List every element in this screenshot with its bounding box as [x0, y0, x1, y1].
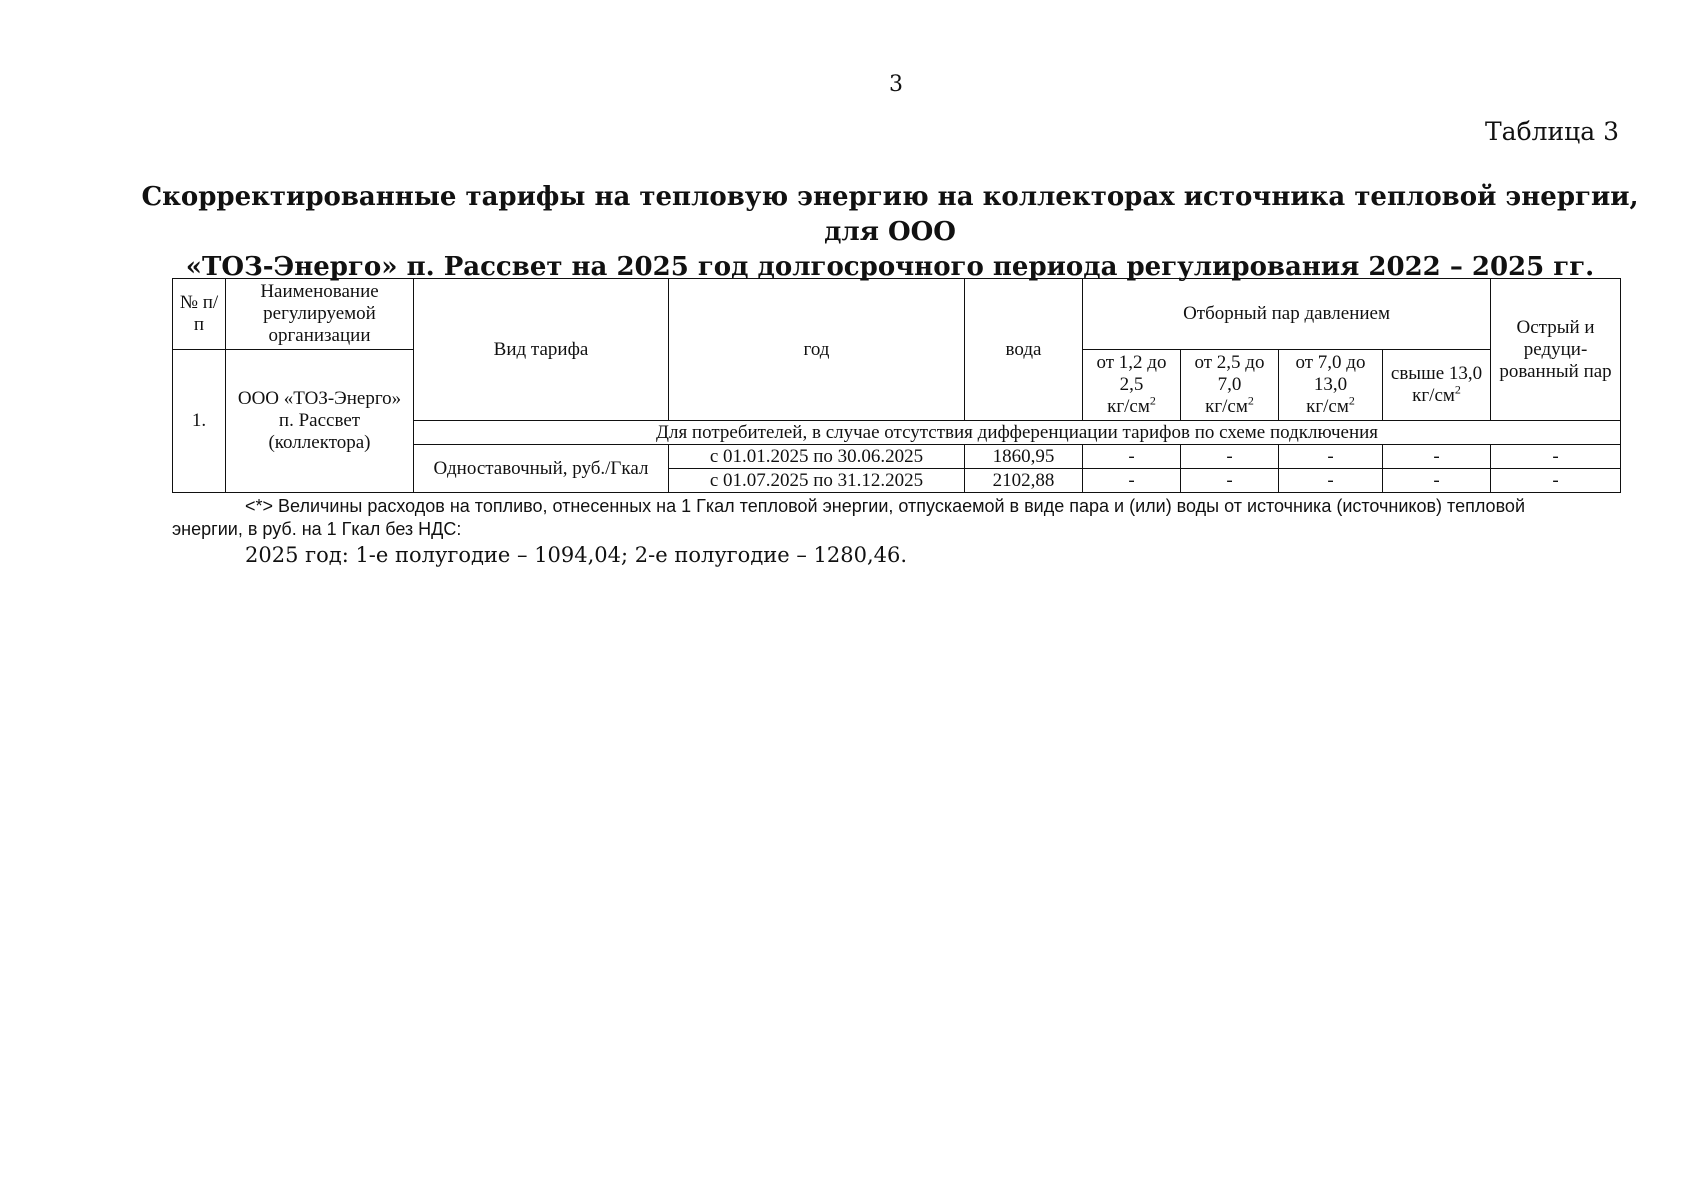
header-year: год	[669, 279, 965, 421]
header-org-name: Наименование регулируемой организации	[226, 279, 414, 350]
sharp-steam-cell: -	[1491, 469, 1621, 493]
header-steam-3	[1279, 350, 1383, 421]
unit-sup: 2	[1454, 382, 1461, 397]
period-cell: с 01.01.2025 по 30.06.2025	[669, 445, 965, 469]
header-steam-4	[1383, 350, 1491, 421]
steam-2-range: от 2,5 до 7,0	[1194, 352, 1265, 395]
tariff-table	[172, 278, 1621, 493]
table-caption: Таблица 3	[1484, 117, 1619, 146]
steam-2-cell: -	[1181, 445, 1279, 469]
steam-1-unit	[1086, 393, 1177, 418]
steam-4-unit	[1386, 382, 1487, 407]
header-water: вода	[965, 279, 1083, 421]
steam-3-range: от 7,0 до 13,0	[1295, 352, 1366, 395]
title-line-2: «ТОЗ-Энерго» п. Рассвет на 2025 год долгосрочного периода регулирования 2022 – 2025 гг.	[185, 252, 1595, 282]
footnote-line-1: <*> Величины расходов на топливо, отнесенных на 1 Гкал тепловой энергии, отпускаемой в виде пара и (или) воды от источника (источников) тепловой	[245, 496, 1525, 516]
footnote-line-2: энергии, в руб. на 1 Гкал без НДС:	[172, 519, 462, 539]
unit-text: кг/см	[1107, 396, 1150, 417]
steam-4-cell: -	[1383, 445, 1491, 469]
sharp-steam-cell: -	[1491, 445, 1621, 469]
unit-text: кг/см	[1412, 385, 1455, 406]
water-cell: 2102,88	[965, 469, 1083, 493]
header-steam-1	[1083, 350, 1181, 421]
steam-2-cell: -	[1181, 469, 1279, 493]
unit-text: кг/см	[1205, 396, 1248, 417]
unit-sup: 2	[1247, 393, 1254, 408]
header-sharp-steam: Острый и редуци-рованный пар	[1491, 279, 1621, 421]
row-number: 1.	[173, 350, 226, 493]
header-steam-2	[1181, 350, 1279, 421]
period-cell: с 01.07.2025 по 31.12.2025	[669, 469, 965, 493]
steam-1-cell: -	[1083, 469, 1181, 493]
steam-4-cell: -	[1383, 469, 1491, 493]
tariff-type-value: Одноставочный, руб./Гкал	[414, 445, 669, 493]
footnote	[172, 495, 1622, 541]
steam-3-unit	[1282, 393, 1379, 418]
steam-3-cell: -	[1279, 445, 1383, 469]
section-label: Для потребителей, в случае отсутствия дифференциации тарифов по схеме подключения	[414, 421, 1621, 445]
org-cell	[226, 350, 414, 493]
steam-2-unit	[1184, 393, 1275, 418]
steam-4-range: свыше 13,0	[1390, 363, 1483, 384]
unit-sup: 2	[1149, 393, 1156, 408]
header-tariff-type: Вид тарифа	[414, 279, 669, 421]
org-note: (коллектора)	[268, 432, 371, 453]
page-number: 3	[889, 72, 903, 97]
header-steam-group: Отборный пар давлением	[1083, 279, 1491, 350]
steam-1-range: от 1,2 до 2,5	[1096, 352, 1167, 395]
steam-3-cell: -	[1279, 469, 1383, 493]
title-line-1: Скорректированные тарифы на тепловую энергию на коллекторах источника тепловой энергии, для ООО	[141, 182, 1639, 247]
fuel-cost-summary: 2025 год: 1-е полугодие – 1094,04; 2-е полугодие – 1280,46.	[245, 543, 908, 567]
steam-1-cell: -	[1083, 445, 1181, 469]
unit-text: кг/см	[1306, 396, 1349, 417]
header-num: № п/п	[173, 279, 226, 350]
unit-sup: 2	[1348, 393, 1355, 408]
org-location: п. Рассвет	[278, 410, 361, 431]
document-title	[140, 180, 1640, 285]
water-cell: 1860,95	[965, 445, 1083, 469]
org-name: ООО «ТОЗ-Энерго»	[237, 388, 402, 409]
header-row-1	[173, 279, 1621, 350]
